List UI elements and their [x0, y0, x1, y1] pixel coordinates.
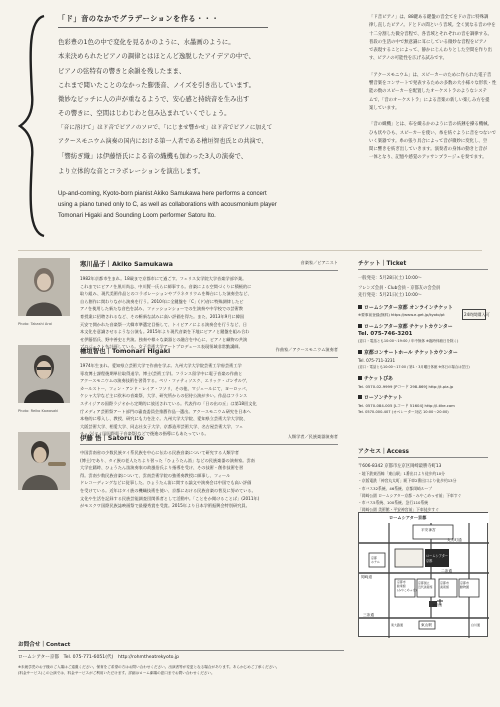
sounding-loom-description — [369, 121, 497, 162]
access-line: ・京阪電鉄「神宮丸太町」駅下車2番出口より徒歩約13分 — [358, 478, 457, 484]
instrument-descriptions — [369, 14, 497, 171]
intro-en-line: Tomonari Higaki and Sounding Loom performer Satoru Ito. — [58, 212, 216, 220]
desc-line: 「音の織機」とは、布を織るかのように音の紡錘を操る機械。 — [369, 122, 492, 128]
outlet-line: Tel. 075-711-3231 — [358, 357, 396, 363]
bio-line: 大学在籍時、ひょうたん笛演奏家の故風俗氏より指導を受け、その技術・創作技術を習 — [80, 465, 244, 471]
intro-line: その響きに、空間はじわじわと包み込まれていくでしょう。 — [58, 109, 231, 118]
bullet-square-icon — [358, 305, 362, 309]
bio-line: チュラ(タイ国国際電子音楽祭)などで後進の指導にもあたっている。 — [80, 431, 209, 437]
section-divider — [18, 250, 482, 251]
map-label-zoo: 京都市 動物園 — [460, 581, 470, 589]
map-label-higashioji: 東大路通 — [391, 623, 404, 627]
intro-heading: 「ド」音のなかでグラデーションを作る・・・ — [58, 14, 268, 28]
contact-title: お問合せ｜Contact — [18, 640, 344, 651]
map-venue-title: ロームシアター京都 — [389, 515, 427, 520]
bio-line: 1974年生まれ。愛知県立芸術大学で作曲を学ぶ。九州大学大学院芸術工学府芸術工学 — [80, 363, 242, 368]
bio-line: 庁メディア芸術祭アート部門の審査委員会推薦作品一選出。アクースモニウム研究を日本へ — [80, 408, 251, 414]
desc-line: ムで、「音のオーケストラ」による音楽の新しい楽しみ方を提 — [369, 97, 490, 103]
contact-info[interactable]: ロームシアター京都 Tel. 075-771-6051(代) http://rohmtheatrekyoto.jp — [18, 655, 180, 660]
bio-line: カールストー、フィン・アンド・レイア・フソリ、その他、マジェールにて、ヨーロッパ、 — [80, 385, 250, 391]
outlet-name: ロームシアター京都 オンラインチケット — [364, 304, 453, 311]
bio-line: がモスクワ国際民族誌映画祭で最優秀賞を受賞。2015年より日本学術振興会特別研究員。 — [80, 503, 250, 509]
intro-line: これまで聞いたことのなかった膨張音、ノイズを引き出しています。 — [58, 80, 255, 89]
map-label-marutamachi: 丸太町通 — [447, 538, 462, 542]
artist-ito — [18, 432, 344, 508]
ticket-dates — [358, 275, 488, 300]
desc-line: 律し直したピアノ。ドとドの間という音域。全く異なる音の中を — [369, 23, 496, 29]
bio-line: 本格的に導入し、教授、研究にも力を注ぐ。九州大学大学院、愛知県立芸術大学大学院、 — [80, 416, 248, 422]
ticket-line: 一般発売：5月28日(土) 10:00〜 — [358, 276, 422, 281]
outlet-line: Tel. 0570-084-005 [Lコード 51604] http://l-tike.com — [358, 402, 455, 408]
access-line: 「岡崎公園 美術館・平安神宮前」下車徒歩すぐ — [358, 507, 439, 513]
bio-line: (博士)であり、タイ族の老人たちより習った「ひょうたん笛」などの民族楽器の演奏家。雲南 — [80, 457, 255, 463]
portrait-image — [18, 345, 70, 403]
intro-en-line: using a piano tuned only to C, as well as collaborations with acousmonium player — [58, 201, 277, 209]
artist-name: 寒川晶子｜Akiko Samukawa — [80, 260, 173, 268]
bio-line: 本文化を意識させるような公演も。2015年より現代音楽を下地にピアノと鍵盤を組み合わ — [80, 329, 250, 335]
ticket-line: 先行発売：5月21日(土) 10:00〜 — [358, 293, 422, 299]
bio-line: 中国雲南省の少数民族タイ系民族を中心に伝わる民族音楽について研究する人類学者 — [80, 450, 239, 455]
outlet-lawson[interactable] — [358, 395, 488, 402]
desc-line: で表現することによって、静かにじんわりとした空間を作り出 — [369, 48, 492, 54]
outlet-line[interactable]: ※要事前登録(無料) https://www.e-get.jp/kyoto/pt — [358, 312, 445, 317]
artist-header — [80, 345, 338, 358]
desc-line: 一体となり、記憶や感覚のアッサンブラージュを奏でます。 — [369, 155, 487, 161]
map-label-sanjo: 三条通 — [363, 613, 375, 617]
24h-badge: 24時間購入可 — [462, 309, 486, 320]
outlet-pia[interactable] — [358, 376, 488, 383]
artist-header — [80, 258, 338, 271]
map-label-hotel: 京都 ホテル — [371, 556, 380, 564]
access-line: 〒606-8342 京都市左京区岡崎最勝寺町13 — [358, 464, 442, 469]
artist-photo — [18, 432, 70, 490]
bio-line: 1982年京都市生まれ。18歳まで京都市にて過ごす。フェリス女学院大学音楽学部卒業。 — [80, 276, 247, 281]
ticket-outlets — [358, 305, 488, 416]
artist-photo — [18, 258, 70, 316]
bullet-square-icon — [358, 350, 362, 354]
bio-line: プロジェクトを計画している。女子美術大学アートプロデュース表現領域非常勤講師。 — [80, 344, 243, 350]
desc-line: いく楽器です。糸の張り具合によって音が微妙に変化し、空 — [369, 138, 488, 144]
contact-notes — [18, 664, 344, 676]
map-label-shirakawa: 白川通 — [471, 623, 481, 627]
bio-line: これまでにピアノを黒川尚志、中川賢一氏らに師事する。音楽による空間づくりに積極的に — [80, 283, 252, 289]
access-section — [358, 446, 488, 513]
artist-bio — [80, 362, 338, 438]
access-line: ・市バス32系統、46系統、京都岡崎ループ — [358, 485, 433, 491]
artist-bio — [80, 275, 338, 351]
intro-line: ピアノの弦特有の響きと余韻を残したまま、 — [58, 66, 186, 75]
bio-line: 得。雲南少数民族音楽について、雲南芸術学院の強勇奏教授に師事し、フィール — [80, 472, 231, 478]
bio-line: 育授業に招聘されるなど、その斬新な試みに高い評価を得た。また、2013年9月に韓国 — [80, 313, 245, 319]
acousmonium-description — [369, 72, 497, 113]
desc-line: ひも状やひも、スピーカーを使い、糸を紡ぐように音をつないで — [369, 130, 497, 136]
intro-line: アクースモニウム演奏の国内における第一人者である檜垣智也氏との共演で、 — [58, 138, 268, 146]
bio-line: ケシャ大学など主に欧米の音楽祭、大学、研究所からの招待公演が多い。作品はフランス — [80, 393, 248, 399]
ticket-section — [358, 258, 488, 416]
bio-line: を受けている。近年はタイ族の機織技術を使い、京都における民族音楽の普及に努めている。 — [80, 487, 256, 493]
outlet-name: ローソンチケット — [364, 394, 403, 401]
outlet-line: (窓口・電話とも10:00〜19:00 / 年中無休 ※臨時休館日を除く) — [358, 338, 459, 343]
outlet-concert-hall[interactable] — [358, 350, 488, 357]
outlet-line: Tel. 0570-02-9999 [Pコード 298-869] http://t.pia.jp — [358, 383, 454, 389]
access-map[interactable] — [358, 512, 488, 637]
artist-bio — [80, 449, 338, 510]
bio-line: 取り組み、現代美術作品とのコラボレーションやプラネタリウムを舞台にした演奏会など、 — [80, 291, 252, 297]
outlet-name: ロームシアター京都 チケットカウンター — [364, 323, 453, 330]
desc-line: 能の数のスピーカーを配置したオーケストラのようなシステ — [369, 89, 487, 95]
ticket-line: フレンズ会員・Club会員・京都友の会会員 — [358, 286, 441, 292]
outlet-line: Tel. 0570-000-407 (オペレーター対応 10:00〜20:00) — [358, 409, 449, 414]
map-label-higashiyama: 東山駅 — [421, 623, 433, 627]
photo-credit: Photo: Takashi Arai — [18, 322, 53, 326]
intro-japanese-text — [58, 35, 358, 178]
photo-credit: Photo: Reiko Kawasaki — [18, 409, 59, 413]
bio-line: 大阪芸術大学、相愛大学、同志社女子大学、京都造形芸術大学、名古屋芸術大学、フェ — [80, 423, 244, 429]
desc-line: 「アクースモニウム」は、スピーカーのために作られた電子音 — [369, 72, 492, 78]
bio-line: 天安で開かれた音楽祭一大韓市準選定目指して、トイピアノによる演奏会を行うなど、日 — [80, 321, 247, 327]
map-label-kokuritsu: 京都国立 近代美術館 — [418, 581, 433, 589]
desc-line: 響音楽をコンサートで発表するための多数の大小様々な形状・性 — [369, 81, 497, 87]
desc-line: す、ピアノの可能性を広げる試みです。 — [369, 56, 447, 62]
bio-line: アノを使用した新たな音色を試み、ファッションショーでの生演奏や中学校での芸術教 — [80, 306, 243, 312]
artist-role: 音楽家／ピアニスト — [300, 260, 338, 265]
artist-role: 作曲家／アクースモニウム演奏者 — [275, 347, 338, 352]
intro-text-block — [58, 14, 358, 222]
artist-name: 檜垣智也｜Tomonari Higaki — [80, 347, 171, 355]
outlet-line: Tel. 075-746-3201 — [358, 330, 413, 337]
bio-line: 文化や生活を記録する民族芸能調査団関係者として活動中。「ことをか聞けることば」(2011年) — [80, 495, 260, 501]
bullet-square-icon — [358, 324, 362, 328]
artist-header — [80, 432, 338, 445]
intro-line: 「音に溶けて」はド音でピアノのソロで、「にじませ響かせ」はド音でピアノに加えて — [58, 124, 273, 131]
outlet-name: チケットぴあ — [364, 375, 393, 382]
intro-line: 「響紡ぎ織」は伊藤悟氏による音の織機も加わった3人の演奏で、 — [58, 152, 248, 161]
outlet-name: 京都コンサートホール チケットカウンター — [364, 349, 458, 356]
intro-en-line: Up-and-coming, Kyoto-born pianist Akiko Samukawa here performs a concert — [58, 189, 267, 197]
bio-line: アクースモニウムの演奏技術を習得する。ペリ・ファティソスク、エリック・ゴンサルヴ、 — [80, 378, 250, 384]
map-label-nijo: 二条通 — [441, 569, 453, 573]
desc-line: 間に響きを紡ぎ出していきます。演奏者の身体の動きと音が — [369, 147, 488, 153]
artist-name: 伊藤 悟｜Satoru Ito — [80, 434, 144, 442]
map-label-heian: 平安神宮 — [421, 528, 436, 532]
c-piano-description — [369, 14, 496, 64]
portrait-image — [18, 258, 70, 316]
bio-line: 自ら創作に関わりながら演奏を行う。2010年に全鍵盤を「C」(ド)音に特殊調律したピ — [80, 298, 244, 304]
access-line: 「岡崎公園 ロームシアター京都・みやこめっせ前」下車すぐ — [358, 492, 462, 498]
map-label-okazaki: 岡崎道 — [361, 575, 373, 579]
bio-line: せ伊藤悟氏、野中善史と共演。独奏や様々な楽器との融合を中心に、ピアノと織物の共演 — [80, 336, 248, 342]
portrait-image — [18, 432, 70, 490]
intro-line: より立体的な音とコラボレーションを演出します。 — [58, 166, 205, 175]
outlet-rohm-counter[interactable] — [358, 324, 488, 331]
artist-photo — [18, 345, 70, 403]
ticket-title: チケット｜Ticket — [358, 258, 488, 270]
access-title: アクセス｜Access — [358, 446, 488, 458]
intro-line: 微妙なピッチに人の声が重なるようで、安心感と持続音を生み出す — [58, 95, 250, 104]
desc-line: 十二分割した微分音程で、各音域とそれぞれの音を調律する。 — [369, 31, 492, 37]
map-label-messe: 京都市 勧業館 (みやこめっせ) — [397, 580, 417, 592]
bio-line: ドレコーディングなどに従事した。ひょうたん笛に関する論文や演奏会は中国でも高い評価 — [80, 480, 252, 486]
note-line: ※未就学児のお子様のご入場はご遠慮ください。保育をご希望の方はお問い合わせください。出演者等が変更となる場合があります。あらかじめご了承ください。 — [18, 665, 280, 669]
bullet-square-icon — [358, 395, 362, 399]
desc-line: 普段の生活の中で無意識に耳にしている微妙な音程をピアノ — [369, 39, 488, 45]
outlet-line: (窓口・電話とも10:00〜17:00 / 第1・3月曜日休館 ※休日の場合は翌日) — [358, 364, 470, 369]
note-line: (料金サービス)この公演では、料金サービスがご利用いただけます。詳細はローム劇場の窓口までお問い合わせください。 — [18, 671, 215, 675]
bullet-square-icon — [358, 376, 362, 380]
access-directions — [358, 463, 488, 513]
access-line: ・市バス5系統、100系統、急行110系統 — [358, 500, 429, 506]
intro-section — [0, 0, 500, 244]
access-line: ・地下鉄東西線「東山駅」1番出口より徒歩約10分 — [358, 471, 445, 477]
intro-line: 色彩豊の1色の中で変化を見るかのように、水墨画のように。 — [58, 38, 235, 46]
bio-line: ステイジアの国際ラジオから定期的に放送されている。代表作の「日の出の丘」は第18回文化 — [80, 400, 257, 406]
intro-line: 本来決められたピアノの調律とはほとんど逸脱したアイデアの中で、 — [58, 52, 255, 61]
map-label-bijutsukan: 京都市 美術館 — [440, 581, 450, 589]
artist-role: 人類学者／民族楽器演奏者 — [287, 434, 338, 439]
curly-brace-decoration — [18, 14, 48, 238]
map-label-venue: ロームシアター 京都 — [426, 554, 449, 563]
contact-section — [18, 640, 344, 676]
map-label-jingu: 神宮道 — [433, 603, 443, 607]
bio-line: 専攻博士課程後期単位取得退学。博士(芸術工学)。フランス留学中に電子音楽の作曲と — [80, 370, 243, 376]
intro-english-text — [58, 188, 358, 222]
desc-line: 「ド音ピアノ」は、88鍵ある鍵盤の音全てをドの音に特殊調 — [369, 15, 489, 20]
desc-line: 案しています。 — [369, 105, 400, 111]
